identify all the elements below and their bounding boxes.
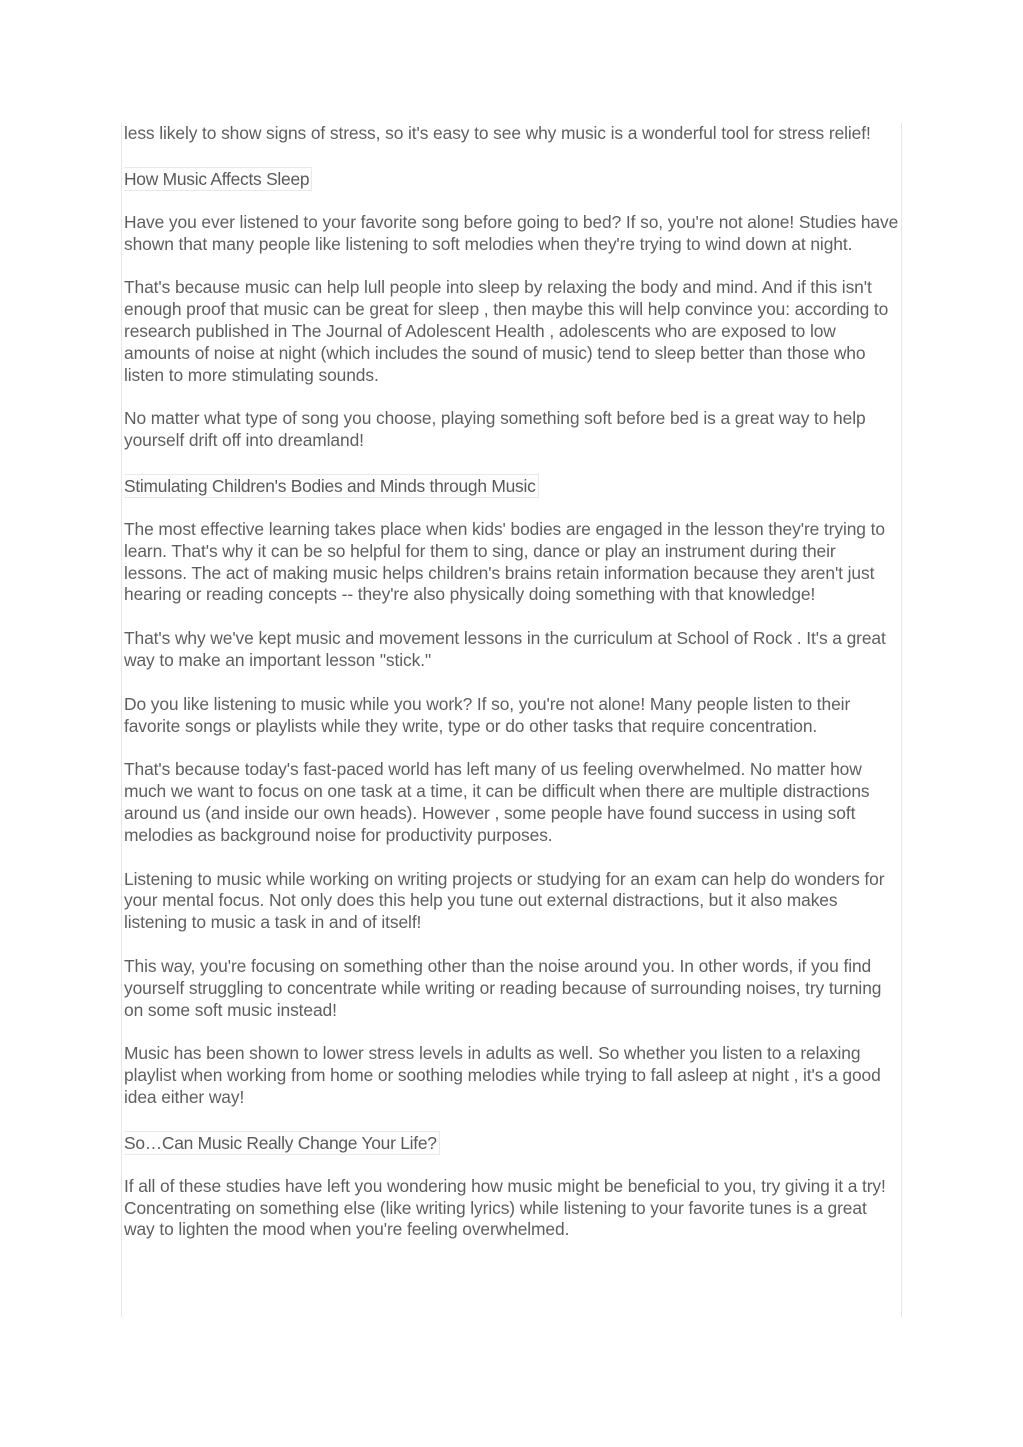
paragraph: Do you like listening to music while you work? If so, you're not alone! Many people listen to their favorite songs or playlists while they write, type or do other tasks that require concentration. — [124, 693, 851, 736]
paragraph: Music has been shown to lower stress levels in adults as well. So whether you listen to a relaxing playlist when working from home or soothing melodies while trying to fall asleep at night , it's a good idea either way! — [124, 1043, 881, 1107]
paragraph: This way, you're focusing on something other than the noise around you. In other words, if you find yourself struggling to concentrate while writing or reading because of surrounding noises, try turning on some soft music instead! — [124, 955, 882, 1020]
document-page — [121, 123, 902, 1317]
section-heading-wrap — [124, 1131, 900, 1176]
section-heading-children: Stimulating Children's Bodies and Minds through Music — [124, 474, 539, 498]
paragraph: That's why we've kept music and movement lessons in the curriculum at School of Rock . It's a great way to make an important lesson "stick." — [124, 628, 886, 670]
paragraph: Have you ever listened to your favorite song before going to bed? If so, you're not alone! Studies have shown that many people like listening to soft melodies when they're trying to wind down at night. — [124, 211, 899, 254]
section-heading-wrap — [124, 474, 900, 519]
paragraph: The most effective learning takes place when kids' bodies are engaged in the lesson they're trying to learn. That's why it can be so helpful for them to sing, dance or play an instrument during their lessons. The act of making music helps children's brains retain information because they aren't just hearing or reading concepts -- they're also physically doing something with that knowledge! — [124, 518, 885, 605]
paragraph: less likely to show signs of stress, so it's easy to see why music is a wonderful tool for stress relief! — [124, 123, 871, 143]
paragraph: No matter what type of song you choose, playing something soft before bed is a great way to help yourself drift off into dreamland! — [124, 408, 866, 451]
section-heading-wrap — [124, 167, 900, 212]
paragraph: Listening to music while working on writing projects or studying for an exam can help do wonders for your mental focus. Not only does this help you tune out external distractions, but it also makes listening to music a task in and of itself! — [124, 868, 885, 933]
section-heading-sleep: How Music Affects Sleep — [124, 167, 312, 191]
paragraph: That's because today's fast-paced world has left many of us feeling overwhelmed. No matter how much we want to focus on one task at a time, it can be difficult when there are multiple distractions around us (and inside our own heads). However , some people have found success in using soft melodies as background noise for productivity purposes. — [124, 759, 870, 845]
article-body — [124, 123, 900, 1263]
paragraph: That's because music can help lull people into sleep by relaxing the body and mind. And if this isn't enough proof that music can be great for sleep , then maybe this will help convince you: according to research published in The Journal of Adolescent Health , adolescents who are exposed to low amounts of noise at night (which includes the sound of music) tend to sleep better than those who listen to more stimulating sounds. — [124, 277, 889, 385]
paragraph: If all of these studies have left you wondering how music might be beneficial to you, try giving it a try! Concentrating on something else (like writing lyrics) while listening to your favorite tunes is a great way to lighten the mood when you're feeling overwhelmed. — [124, 1175, 886, 1240]
section-heading-conclusion: So…Can Music Really Change Your Life? — [124, 1131, 440, 1155]
